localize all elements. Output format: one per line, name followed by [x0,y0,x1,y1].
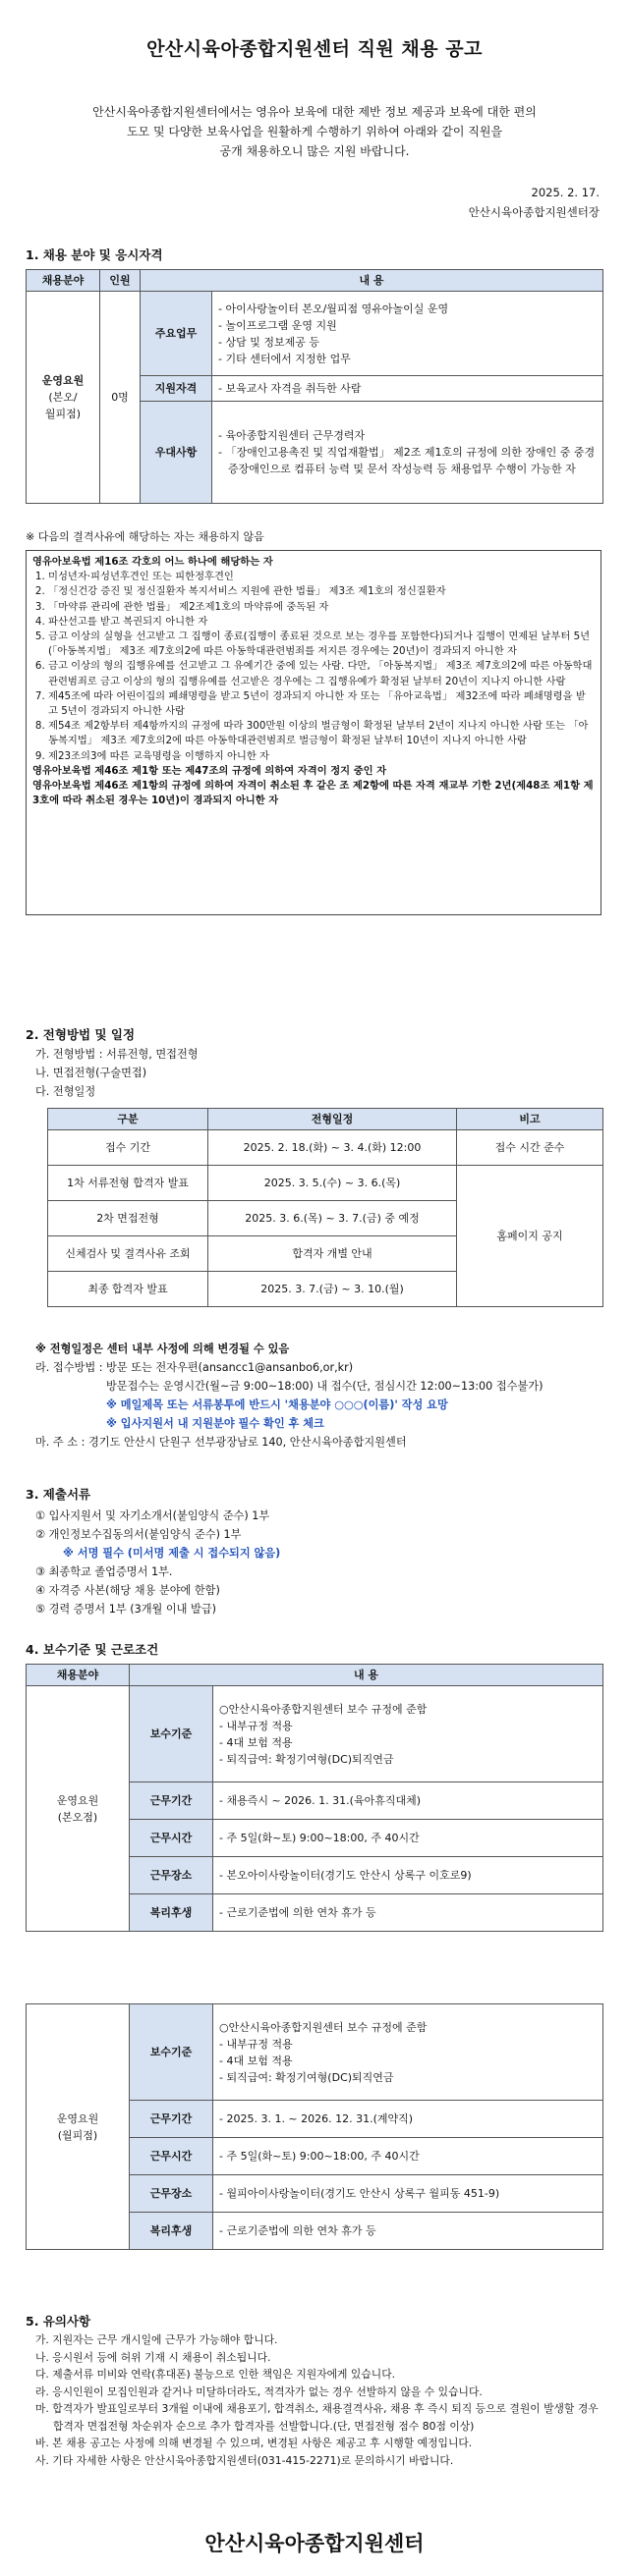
documents-list [35,1507,280,1618]
list-item: - 「장애인고용촉진 및 직업재활법」 제2조 제1호의 규정에 의한 장애인 중 중경증장애인으로 컴퓨터 능력 및 문서 작성능력 등 채용업무 수행이 가능한 자 [218,446,596,475]
pay-line: ○안산시육아종합지원센터 보수 규정에 준함 [219,1702,428,1716]
section1-heading: 1. 채용 분야 및 응시자격 [26,247,163,262]
field-name: 운영요원 [41,374,85,387]
receipt-check-note: ※ 입사지원서 내 지원분야 필수 확인 후 체크 [106,1417,324,1430]
method-line: 나. 면접전형(구술면접) [35,1067,147,1079]
row-label: 복리후생 [130,1894,213,1932]
pay-line: - 4대 보험 적용 [219,1735,293,1749]
pay-line: - 퇴직급여: 확정기여형(DC)퇴직연금 [219,2070,394,2084]
receipt-hours: 방문접수는 운영시간(월~금 9:00~18:00) 내 접수(단, 점심시간 12:00~13:00 접수불가) [106,1380,543,1393]
recruit-table [26,269,603,504]
row-label: 근무기간 [130,1782,213,1820]
intro-line: 공개 채용하오니 많은 지원 바랍니다. [219,144,410,158]
section2-heading: 2. 전형방법 및 일정 [26,1027,136,1042]
caution-item: 바. 본 채용 공고는 사정에 의해 변경될 수 있으며, 변경된 사항은 제공고 후 시행할 예정입니다. [35,2437,473,2449]
method-line: 다. 전형일정 [35,1085,96,1098]
col-header: 채용분야 [27,1665,130,1686]
schedule-remark: 홈페이지 공지 [457,1166,603,1307]
schedule-date: 2025. 2. 18.(화) ~ 3. 4.(화) 12:00 [208,1130,457,1166]
count-cell: 0명 [100,292,141,504]
page-title: 안산시육아종합지원센터 직원 채용 공고 [146,38,483,60]
welfare-cell: - 근로기준법에 의한 연차 휴가 등 [213,2213,603,2250]
place-cell: - 월피아이사랑놀이터(경기도 안산시 상록구 월피동 451-9) [213,2175,603,2213]
caution-item: 사. 기타 자세한 사항은 안산시육아종합지원센터(031-415-2271)로 문의하시기 바랍니다. [35,2453,454,2467]
disq-list [32,570,595,764]
doc-item: ③ 최종학교 졸업증명서 1부. [35,1565,173,1578]
col-header: 채용분야 [27,270,100,292]
hours-cell: - 주 5일(화~토) 9:00~18:00, 주 40시간 [213,1820,603,1857]
list-item: 9. 제23조의3에 따른 교육명령을 이행하지 아니한 자 [48,749,595,764]
schedule-remark: 접수 시간 준수 [457,1130,603,1166]
pay-line: - 4대 보험 적용 [219,2054,293,2067]
pay-line: ○안산시육아종합지원센터 보수 규정에 준함 [219,2020,428,2034]
col-header: 전형일정 [208,1109,457,1130]
caution-item: 나. 응시원서 등에 허위 기재 시 채용이 취소됩니다. [35,2350,271,2364]
col-header: 인원 [100,270,141,292]
row-label: 지원자격 [141,376,212,402]
disq-tail: 영유아보육법 제46조 제1항의 규정에 의하여 자격이 취소된 후 같은 조 제2항에 따른 자격 재교부 기한 2년(제48조 제1항 제3호에 따라 취소된 경우는 10년)이 경과되지 아니한 자 [32,780,594,807]
method-lines [35,1045,199,1101]
pay-line: - 퇴직급여: 확정기여형(DC)퇴직연금 [219,1752,394,1766]
col-header: 구분 [48,1109,208,1130]
caution-item: 가. 지원자는 근무 개시일에 근무가 가능해야 합니다. [35,2333,278,2346]
address: 마. 주 소 : 경기도 안산시 단원구 선부광장남로 140, 안산시육아종합지원센터 [35,1436,407,1449]
list-item: - 육아종합지원센터 근무경력자 [218,429,366,442]
col-header: 내 용 [130,1665,603,1686]
field-sub: (월피점) [57,2128,98,2142]
schedule-date: 2025. 3. 6.(목) ~ 3. 7.(금) 중 예정 [208,1201,457,1236]
doc-item: ④ 자격증 사본(해당 채용 분야에 한함) [35,1584,220,1597]
section4-heading: 4. 보수기준 및 근로조건 [26,1642,159,1657]
qual-cell: - 보육교사 자격을 취득한 사람 [212,376,603,402]
caution-item: 다. 제출서류 미비와 연락(휴대폰) 불능으로 인한 책임은 지원자에게 있습니다. [35,2368,396,2381]
caution-item: 마. 합격자가 발표일로부터 3개월 이내에 채용포기, 합격취소, 채용결격사유, 채용 후 즉시 퇴직 등으로 결원이 발생할 경우 합격자 면접전형 차순위자 순으로 추가 합격자를 선발합니다.(단, 면접전형 점수 80점 이상) [35,2402,599,2433]
schedule-step: 최종 합격자 발표 [48,1272,208,1307]
field-sub: 월피점) [44,408,82,420]
issue-block [469,183,600,222]
list-item: 8. 제54조 제2항부터 제4항까지의 규정에 따라 300만원 이상의 벌금형이 확정된 날부터 2년이 지나지 아니한 사람 또는 「아동복지법」 제3조 제7호의2에 따른 아동학대관련범죄로 벌금형이 확정된 날부터 10년이 지나지 아니한 사람 [48,719,595,748]
schedule-step: 2차 면접전형 [48,1201,208,1236]
receipt-method: 라. 접수방법 : 방문 또는 전자우편(ansancc1@ansanbo6,or,kr) [35,1361,354,1374]
caution-item: 라. 응시인원이 모집인원과 같거나 미달하더라도, 적격자가 없는 경우 선발하지 않을 수 있습니다. [35,2384,483,2398]
list-item: - 아이사랑놀이터 본오/월피점 영유아놀이실 운영 [218,301,449,315]
schedule-table [47,1108,603,1307]
list-item: 2. 「정신건강 증진 및 정신질환자 복지서비스 지원에 관한 법률」 제3조 제1호의 정신질환자 [48,584,595,599]
row-label: 근무장소 [130,1857,213,1894]
field-name: 운영요원 [56,2111,99,2125]
schedule-date: 합격자 개별 안내 [208,1236,457,1272]
list-item: 1. 미성년자·피성년후견인 또는 피한정후견인 [48,570,595,584]
doc-item: ② 개인정보수집동의서(붙임양식 준수) 1부 [35,1528,242,1541]
row-label: 우대사항 [141,402,212,504]
footer-org-name: 안산시육아종합지원센터 [204,2532,425,2555]
method-line: 가. 전형방법 : 서류전형, 면접전형 [35,1048,199,1061]
field-cell [27,1686,130,1932]
col-header: 비고 [457,1109,603,1130]
receipt-mail-note: ※ 메일제목 또는 서류봉투에 반드시 '채용분야 ○○○(이름)' 작성 요망 [106,1398,448,1411]
schedule-note: ※ 전형일정은 센터 내부 사정에 의해 변경될 수 있음 [35,1343,290,1355]
hours-cell: - 주 5일(화~토) 9:00~18:00, 주 40시간 [213,2138,603,2175]
row-label: 근무장소 [130,2175,213,2213]
pay-cell [213,2004,603,2101]
disq-tail: 영유아보육법 제46조 제1항 또는 제47조의 규정에 의하여 자격이 정지 중인 자 [32,764,387,777]
section5-heading: 5. 유의사항 [26,2314,91,2329]
schedule-step: 신체검사 및 결격사유 조회 [48,1236,208,1272]
schedule-step: 접수 기간 [48,1130,208,1166]
intro-line: 안산시육아종합지원센터에서는 영유아 보육에 대한 제반 정보 제공과 보육에 대한 편의 [92,105,537,119]
schedule-date: 2025. 3. 5.(수) ~ 3. 6.(목) [208,1166,457,1201]
schedule-step: 1차 서류전형 합격자 발표 [48,1166,208,1201]
doc-item: ① 입사지원서 및 자기소개서(붙임양식 준수) 1부 [35,1509,270,1522]
field-sub: (본오점) [57,1810,98,1824]
pay-line: - 내부규정 적용 [219,2037,293,2051]
col-header: 내 용 [141,270,603,292]
period-cell: - 2025. 3. 1. ~ 2026. 12. 31.(계약직) [213,2101,603,2138]
list-item: 6. 금고 이상의 형의 집행유예를 선고받고 그 유예기간 중에 있는 사람. 다만, 「아동복지법」 제3조 제7호의2에 따른 아동학대관련범죄로 금고 이상의 형의 집행유예를 선고받은 경우에는 그 집행유예가 확정된 날부터 20년이 지나지 아니한 사람 [48,659,595,688]
list-item: - 기타 센터에서 지정한 업무 [218,352,351,365]
row-label: 근무시간 [130,2138,213,2175]
welfare-cell: - 근로기준법에 의한 연차 휴가 등 [213,1894,603,1932]
disqualification-box [26,550,601,915]
list-item: - 놀이프로그램 운영 지원 [218,318,337,332]
receipt-block [35,1340,605,1452]
row-label: 보수기준 [130,2004,213,2101]
place-cell: - 본오아이사랑놀이터(경기도 안산시 상록구 이호로9) [213,1857,603,1894]
row-label: 보수기준 [130,1686,213,1782]
disq-note: ※ 다음의 결격사유에 해당하는 자는 채용하지 않음 [26,530,264,543]
pay-cell [213,1686,603,1782]
duties-cell [212,292,603,376]
issuer: 안산시육아종합지원센터장 [468,205,600,219]
doc-sign-note: ※ 서명 필수 (미서명 제출 시 접수되지 않음) [63,1547,281,1560]
section3-heading: 3. 제출서류 [26,1487,91,1502]
list-item: 7. 제45조에 따라 어린이집의 폐쇄명령을 받고 5년이 경과되지 아니한 자 또는 「유아교육법」 제32조에 따라 폐쇄명령을 받고 5년이 경과되지 아니한 사람 [48,689,595,719]
row-label: 근무기간 [130,2101,213,2138]
field-name: 운영요원 [56,1793,99,1807]
pay-line: - 내부규정 적용 [219,1719,293,1732]
row-label: 복리후생 [130,2213,213,2250]
field-cell [27,2004,130,2250]
row-label: 근무시간 [130,1820,213,1857]
pay-table-bono [26,1664,603,1932]
intro-line: 도모 및 다양한 보육사업을 원활하게 수행하기 위하여 아래와 같이 직원을 [126,125,503,138]
row-label: 주요업무 [141,292,212,376]
period-cell: - 채용즉시 ~ 2026. 1. 31.(육아휴직대체) [213,1782,603,1820]
issue-date: 2025. 2. 17. [531,186,600,199]
disq-head: 영유아보육법 제16조 각호의 어느 하나에 해당하는 자 [32,556,273,568]
caution-list [35,2331,601,2469]
list-item: 4. 파산선고를 받고 복권되지 아니한 자 [48,615,595,630]
pref-cell [212,402,603,504]
pay-table-wolpi [26,2003,603,2250]
intro-paragraph [47,102,582,161]
schedule-date: 2025. 3. 7.(금) ~ 3. 10.(월) [208,1272,457,1307]
field-sub: (본오/ [48,391,78,404]
list-item: 5. 금고 이상의 실형을 선고받고 그 집행이 종료(집행이 종료된 것으로 보는 경우를 포함한다)되거나 집행이 면제된 날부터 5년(「아동복지법」 제3조 제7호의2에 따른 아동학대관련범죄를 저지른 경우에는 20년)이 경과되지 아니한 자 [48,630,595,659]
list-item: - 상담 및 정보제공 등 [218,335,319,349]
doc-item: ⑤ 경력 증명서 1부 (3개월 이내 발급) [35,1603,217,1616]
list-item: 3. 「마약류 관리에 관한 법률」 제2조제1호의 마약류에 중독된 자 [48,600,595,615]
field-cell [27,292,100,504]
